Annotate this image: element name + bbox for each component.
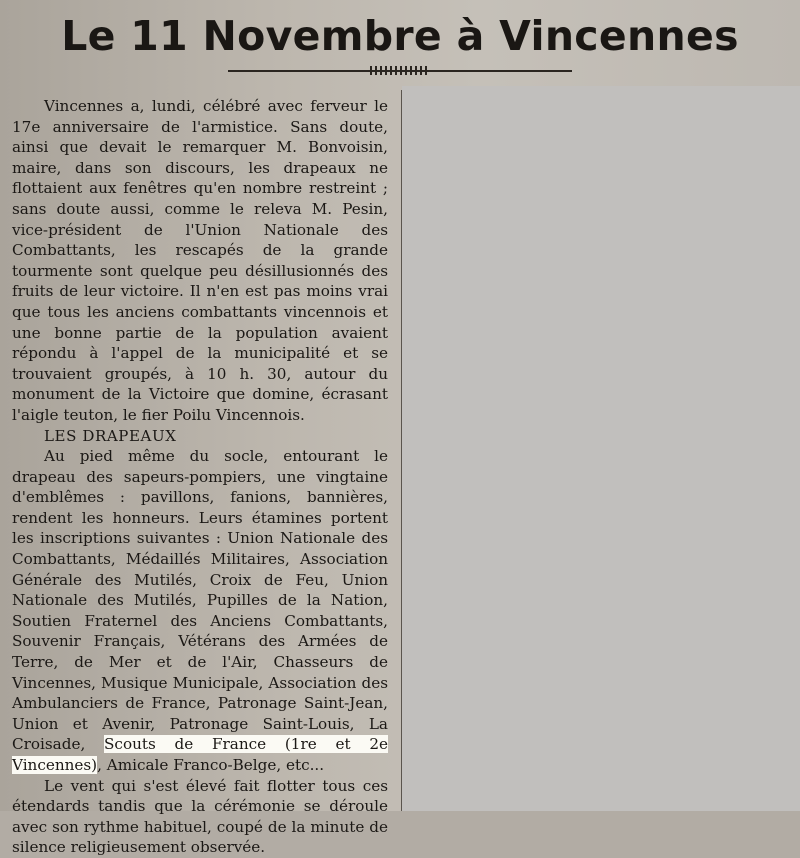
paragraph-text: Au pied même du socle, entourant le drapeau des sapeurs-pompiers, une vingtaine d'emblêmes : pavillons, fanions, bannières, rendent les honneurs. Leurs étamines portent les inscriptions suivantes : Union Nationale des Combattants, Médaillés Militaires, Association Générale des Mutilés, Croix de Feu, Union Nationale des Mutilés, Pupilles de la Nation, Soutien Fraternel des Anciens Combattants, Souvenir Français, Vétérans des Armées de Terre, de Mer et de l'Air, Chasseurs de Vincennes, Musique Municipale, Association des Ambulanciers de France, Patronage Saint-Jean, Union et Avenir, Patronage Saint-Louis, La Croisade, bbox=[12, 447, 388, 754]
article-headline: Le 11 Novembre à Vincennes bbox=[61, 12, 739, 60]
article-paragraph bbox=[12, 446, 388, 776]
highlighted-text: Scouts de France (1re et 2e Vincennes) bbox=[12, 735, 388, 774]
paragraph-text: , Amicale Franco-Belge, etc... bbox=[97, 756, 325, 774]
masked-region bbox=[402, 86, 800, 811]
headline-rule-ornament bbox=[370, 66, 428, 75]
article-paragraph: Vincennes a, lundi, célébré avec ferveur le 17e anniversaire de l'armistice. Sans doute, ainsi que devait le remarquer M. Bonvoisin, maire, dans son discours, les drapeaux ne flottaient aux fenêtres qu'en nombre restreint ; sans doute aussi, comme le releva M. Pesin, vice-président de l'Union Nationale des Combattants, les rescapés de la grande tourmente sont quelque peu désillusionnés des fruits de leur victoire. Il n'en est pas moins vrai que tous les anciens combattants vincennois et une bonne partie de la population avaient répondu à l'appel de la municipalité et se trouvaient groupés, à 10 h. 30, autour du monument de la Victoire que domine, écrasant l'aigle teuton, le fier Poilu Vincennois. bbox=[12, 97, 388, 424]
article-column bbox=[12, 96, 388, 858]
section-subheading: LES DRAPEAUX bbox=[44, 426, 177, 445]
article-paragraph: Le vent qui s'est élevé fait flotter tous ces étendards tandis que la cérémonie se déroule avec son rythme habituel, coupé de la minute de silence religieusement observée. bbox=[12, 776, 388, 857]
